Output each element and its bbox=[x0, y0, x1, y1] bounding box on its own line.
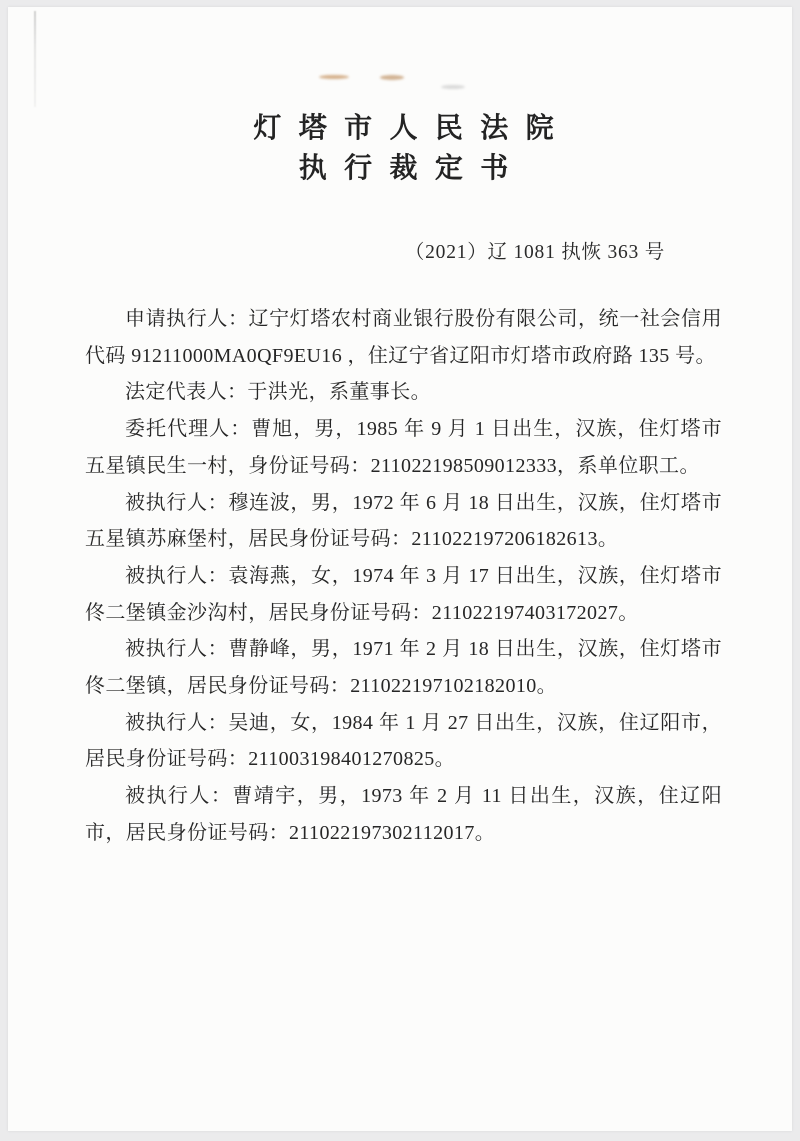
paragraph-legal-representative: 法定代表人：于洪光，系董事长。 bbox=[125, 381, 431, 404]
paragraph-applicant: 申请执行人：辽宁灯塔农村商业银行股份有限公司，统一社会信用代码 91211000MA0QF9EU16 ，住辽宁省辽阳市灯塔市政府路 135 号。 bbox=[85, 308, 722, 367]
paragraph-respondent-4: 被执行人：吴迪，女，1984 年 1 月 27 日出生，汉族，住辽阳市，居民身份证号码：211003198401270825。 bbox=[85, 711, 722, 771]
scan-smudge bbox=[380, 75, 404, 80]
document-body bbox=[85, 301, 722, 852]
paragraph-entrusted-agent: 委托代理人：曹旭，男，1985 年 9 月 1 日出生，汉族，住灯塔市五星镇民生一村，身份证号码：211022198509012333，系单位职工。 bbox=[85, 418, 722, 477]
scan-artifact-line bbox=[34, 11, 36, 107]
paragraph-respondent-2: 被执行人：袁海燕，女，1974 年 3 月 17 日出生，汉族，住灯塔市佟二堡镇金沙沟村，居民身份证号码：211022197403172027。 bbox=[85, 564, 722, 624]
paragraph-respondent-3: 被执行人：曹静峰，男，1971 年 2 月 18 日出生，汉族，住灯塔市佟二堡镇，居民身份证号码：211022197102182010。 bbox=[85, 638, 722, 698]
document-type-title: 执行裁定书 bbox=[298, 153, 526, 184]
case-number: （2021）辽 1081 执恢 363 号 bbox=[404, 242, 665, 263]
paragraph-respondent-1: 被执行人：穆连波，男，1972 年 6 月 18 日出生，汉族，住灯塔市五星镇苏麻堡村，居民身份证号码：211022197206182613。 bbox=[85, 491, 722, 551]
scan-smudge bbox=[319, 75, 349, 79]
court-name: 灯塔市人民法院 bbox=[253, 113, 571, 144]
scan-smudge bbox=[441, 85, 465, 89]
paragraph-respondent-5: 被执行人：曹靖宇，男，1973 年 2 月 11 日出生，汉族，住辽阳市，居民身份证号码：211022197302112017。 bbox=[85, 785, 722, 844]
document-header bbox=[85, 109, 722, 189]
document-page bbox=[8, 7, 792, 1131]
